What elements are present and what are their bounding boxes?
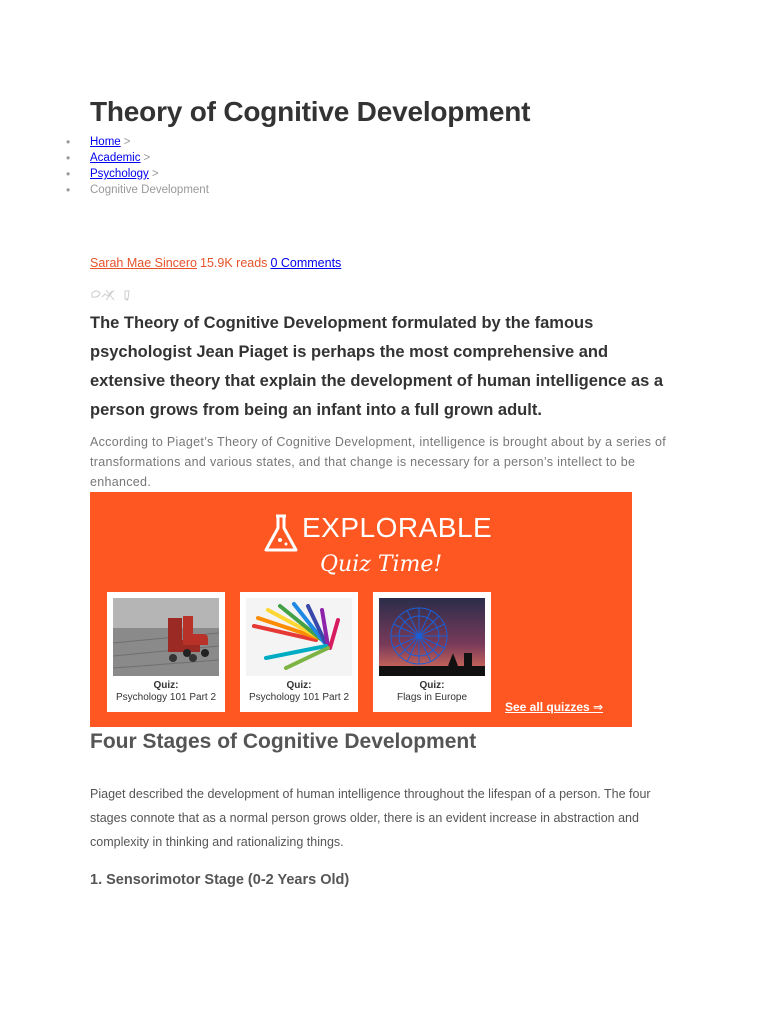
roller-skates-image [113,598,219,676]
breadcrumb-link-home[interactable]: Home [90,136,121,148]
breadcrumb-separator: > [123,136,131,148]
breadcrumb-item-current [60,182,209,198]
breadcrumb-item-academic [60,150,209,166]
quiz-card[interactable] [240,592,358,712]
breadcrumb [60,134,209,198]
explorable-logo-text: EXPLORABLE [302,512,493,543]
section-body: Piaget described the development of human intelligence throughout the lifespan of a person. The four stages connote that as a normal person grows older, there is an evident increase in abstraction and complexity in thinking and rationalizing things. [90,787,651,849]
quiz-card-label [240,680,358,704]
breadcrumb-item-psychology [60,166,209,182]
see-all-quizzes-link[interactable]: See all quizzes ⇒ [505,700,604,714]
stage-subtitle: 1. Sensorimotor Stage (0-2 Years Old) [90,872,350,888]
quiz-card-label [107,680,225,704]
quiz-card[interactable] [373,592,491,712]
share-icons[interactable] [90,288,140,302]
read-count: 15.9K reads [200,256,268,270]
section-title: Four Stages of Cognitive Development [90,730,477,753]
page-title: Theory of Cognitive Development [90,96,531,127]
bullet-icon: • [66,151,71,165]
quiz-title: Psychology 101 Part 2 [248,692,350,703]
quiz-banner[interactable] [90,492,632,727]
quiz-card[interactable] [107,592,225,712]
quiz-time-tagline: Quiz Time! [320,552,443,577]
quiz-prefix: Quiz: [286,680,312,691]
breadcrumb-link-academic[interactable]: Academic [90,152,141,164]
bullet-icon: • [66,167,71,181]
author-link[interactable]: Sarah Mae Sincero [90,256,198,270]
article-lead: The Theory of Cognitive Development formulated by the famous psychologist Jean Piaget is perhaps the most comprehensive and extensive theory that explain the development of human intelligence as a person grows from being an infant into a full grown adult. [90,314,664,419]
flask-icon [260,510,304,554]
breadcrumb-link-psychology[interactable]: Psychology [90,168,149,180]
breadcrumb-separator: > [151,168,159,180]
breadcrumb-current: Cognitive Development [90,184,209,196]
bullet-icon: • [66,183,71,197]
colored-pencils-image [246,598,352,676]
article-intro: According to Piaget’s Theory of Cognitive Development, intelligence is brought about by a series of transformations and various states, and that change is necessary for a person’s intellect to be enhanced. [90,435,667,489]
breadcrumb-separator: > [143,152,151,164]
quiz-card-label [373,680,491,704]
quiz-title: Flags in Europe [396,692,468,703]
quiz-prefix: Quiz: [153,680,179,691]
bullet-icon: • [66,135,71,149]
ferris-wheel-image [379,598,485,676]
quiz-title: Psychology 101 Part 2 [115,692,217,703]
article-byline [90,255,341,271]
breadcrumb-item-home [60,134,209,150]
quiz-prefix: Quiz: [419,680,445,691]
comments-link[interactable]: 0 Comments [270,256,342,270]
